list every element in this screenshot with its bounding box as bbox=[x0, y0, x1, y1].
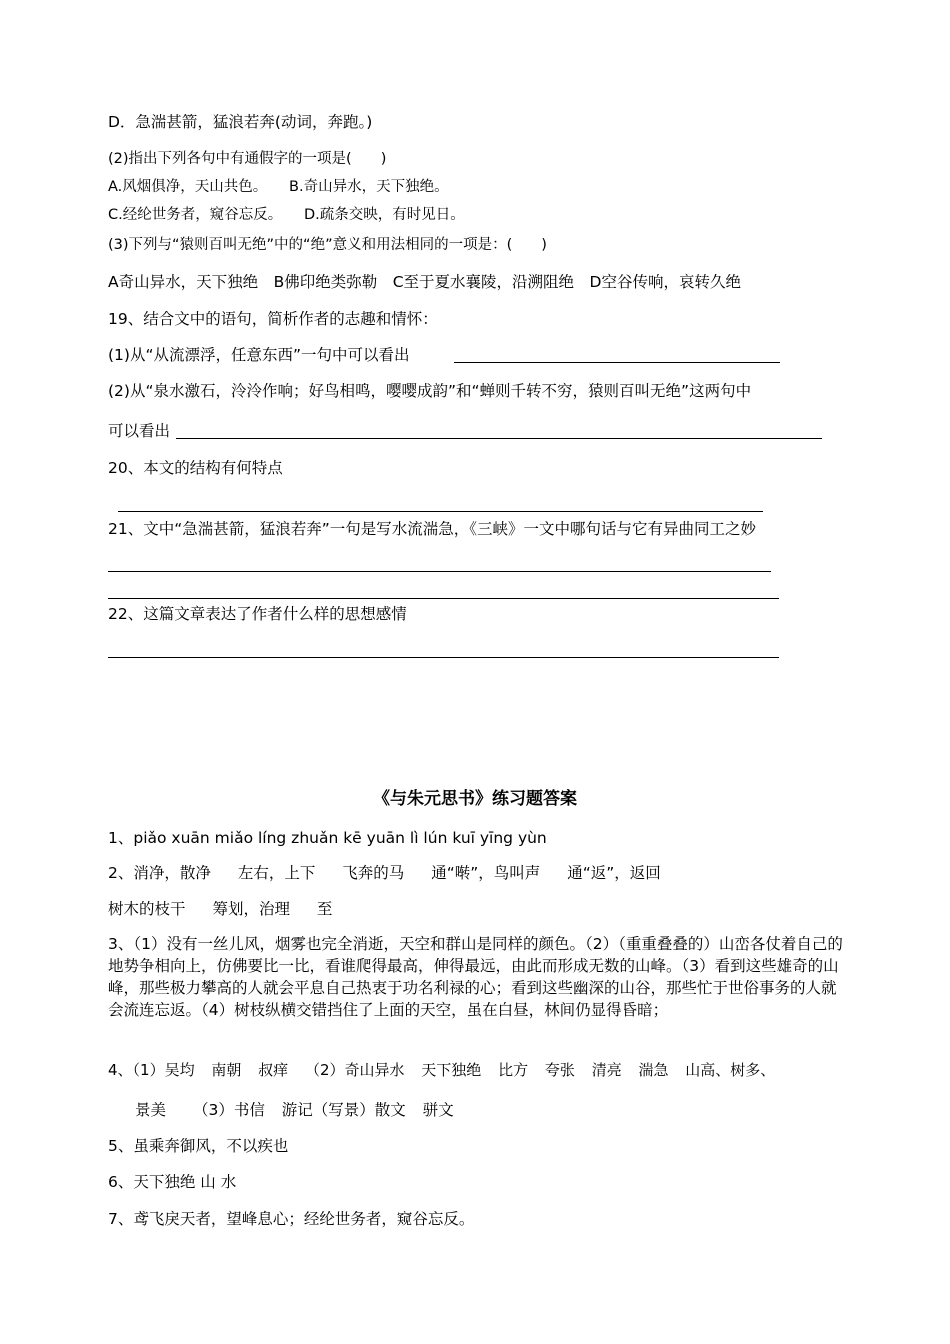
answer-2-item: 通“啭”，鸟叫声 bbox=[431, 864, 541, 882]
answer-5: 5、虽乘奔御风，不以疾也 bbox=[108, 1137, 289, 1155]
answer-2-item: 通“返”，返回 bbox=[567, 864, 661, 882]
answer-1: 1、piǎo xuān miǎo líng zhuǎn kē yuān lì lún kuī yīng yùn bbox=[108, 829, 547, 847]
question-2-prompt: (2)指出下列各句中有通假字的一项是( ) bbox=[108, 151, 387, 167]
answer-4-item: 湍急 bbox=[638, 1061, 669, 1079]
question-21: 21、文中“急湍甚箭，猛浪若奔”一句是写水流湍急，《三峡》一文中哪句话与它有异曲同工之妙 bbox=[108, 520, 757, 538]
question-2-options-ab: A.风烟俱净，天山共色。 B.奇山异水，天下独绝。 bbox=[108, 179, 449, 195]
question-19-1: (1)从“从流漂浮，任意东西”一句中可以看出 bbox=[108, 346, 410, 364]
answer-4-item: 景美 bbox=[135, 1101, 167, 1119]
answer-4-line-1 bbox=[108, 1060, 775, 1080]
answer-line-19-1 bbox=[454, 362, 780, 363]
question-19-2-line-2: 可以看出 bbox=[108, 422, 171, 440]
answer-line-20 bbox=[118, 511, 763, 512]
answer-2-line-1 bbox=[108, 863, 661, 883]
question-3-options: A奇山异水，天下独绝 B佛印绝类弥勒 C至于夏水襄陵，沿溯阻绝 D空谷传响，哀转久绝 bbox=[108, 273, 741, 291]
question-19: 19、结合文中的语句，简析作者的志趣和情怀： bbox=[108, 310, 438, 328]
answer-line-21a bbox=[108, 571, 771, 572]
answer-4-item: （3）书信 bbox=[192, 1101, 265, 1119]
answers-title: 《与朱元思书》练习题答案 bbox=[373, 789, 577, 809]
answer-4-item: 南朝 bbox=[211, 1061, 242, 1079]
answer-4-item: 天下独绝 bbox=[421, 1061, 482, 1079]
answer-2-item: 筹划，治理 bbox=[212, 900, 290, 918]
answer-6: 6、天下独绝 山 水 bbox=[108, 1173, 237, 1191]
answer-4-item: 清亮 bbox=[591, 1061, 622, 1079]
answer-4-item: 比方 bbox=[498, 1061, 529, 1079]
answer-2-item: 左右，上下 bbox=[237, 864, 316, 882]
answer-4-item: 4、（1）吴均 bbox=[108, 1061, 195, 1079]
question-20: 20、本文的结构有何特点 bbox=[108, 459, 283, 477]
option-d: D．急湍甚箭，猛浪若奔(动词，奔跑。) bbox=[108, 113, 373, 131]
question-19-2-line-1: (2)从“泉水激石，泠泠作响；好鸟相鸣，嘤嘤成韵”和“蝉则千转不穷，猿则百叫无绝”这两句中 bbox=[108, 382, 752, 400]
answer-4-item: （2）奇山异水 bbox=[304, 1061, 405, 1079]
answer-2-item: 至 bbox=[316, 900, 333, 918]
answer-line-19-2 bbox=[176, 438, 822, 439]
answer-line-22 bbox=[108, 657, 779, 658]
question-2-options-cd: C.经纶世务者，窥谷忘反。 D.疏条交映，有时见日。 bbox=[108, 207, 465, 223]
answer-2-item: 飞奔的马 bbox=[342, 864, 405, 882]
answer-7: 7、鸢飞戾天者，望峰息心；经纶世务者，窥谷忘反。 bbox=[108, 1210, 475, 1228]
answer-4-line-2 bbox=[135, 1100, 454, 1120]
question-3-prompt: (3)下列与“猿则百叫无绝”中的“绝”意义和用法相同的一项是：( ) bbox=[108, 237, 547, 253]
answer-4-item: 骈文 bbox=[422, 1101, 454, 1119]
answer-line-21b bbox=[108, 598, 779, 599]
answer-4-item: 夸张 bbox=[544, 1061, 575, 1079]
question-22: 22、这篇文章表达了作者什么样的思想感情 bbox=[108, 605, 407, 623]
answer-2-item: 树木的枝干 bbox=[108, 900, 186, 918]
answer-2-line-2 bbox=[108, 899, 332, 919]
answer-4-item: 叔痒 bbox=[258, 1061, 289, 1079]
answer-4-item: 山高、树多、 bbox=[685, 1061, 776, 1079]
answer-2-item: 2、消净，散净 bbox=[108, 864, 211, 882]
answer-4-item: 游记（写景）散文 bbox=[281, 1101, 406, 1119]
answer-3: 3、（1）没有一丝儿风，烟雾也完全消逝，天空和群山是同样的颜色。（2）（重重叠叠的）山峦各仗着自己的地势争相向上，仿佛要比一比，看谁爬得最高，伸得最远，由此而形成无数的山峰。（3）看到这些雄奇的山峰，那些极力攀高的人就会平息自己热衷于功名利禄的心；看到这些幽深的山谷，那些忙于世俗事务的人就会流连忘返。（4）树枝纵横交错挡住了上面的天空，虽在白昼，林间仍显得昏暗； bbox=[108, 935, 843, 1019]
